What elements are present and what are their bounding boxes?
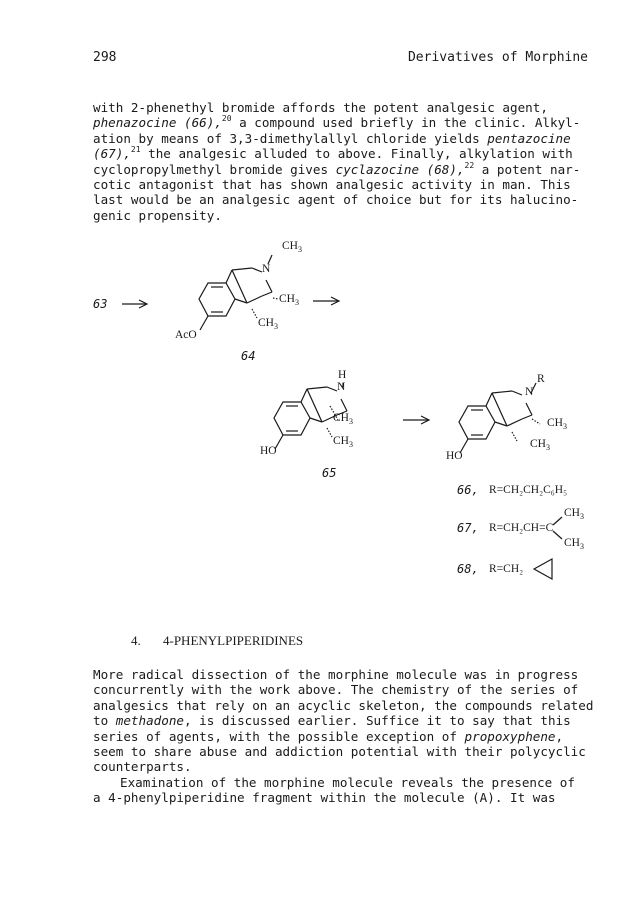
reference-mark: 22	[464, 160, 475, 170]
cyclopropyl-ring	[534, 559, 552, 579]
compound-label-66: 66,	[457, 483, 479, 497]
atom-text: CH	[333, 412, 349, 424]
text-span: the analgesic alluded to above. Finally, alkylation with	[140, 146, 573, 162]
text-span: ation by means of 3,3-dimethylallyl chloride yields	[93, 130, 488, 146]
reaction-arrow-2	[313, 297, 339, 305]
text-line: seem to share abuse and addiction potential with their polycyclic	[93, 744, 586, 760]
text-span: series of agents, with the possible exception of	[93, 728, 465, 744]
methyl-label	[282, 240, 302, 254]
text-span: to	[93, 713, 116, 729]
text-span: a potent nar-	[474, 161, 581, 177]
methyl-label	[258, 317, 278, 331]
methyl-label	[279, 293, 299, 307]
methyl-label	[564, 507, 584, 521]
nitrogen-label: N	[262, 263, 271, 275]
methyl-label	[530, 438, 550, 452]
reference-mark: 20	[221, 114, 232, 124]
section-title: 4-PHENYLPIPERIDINES	[163, 633, 304, 648]
atom-subscript: 3	[273, 322, 278, 331]
text-span: ,	[555, 728, 564, 744]
drug-name: phenazocine (66),	[93, 115, 222, 131]
drug-name: cyclazocine (68),	[335, 161, 465, 177]
atom-subscript: 3	[579, 512, 584, 521]
r-group-label: R	[537, 373, 545, 385]
drug-name: propoxyphene	[464, 728, 556, 744]
compound-label-65: 65	[322, 466, 337, 480]
reaction-arrow-3	[403, 416, 429, 424]
drug-name: pentazocine	[487, 130, 571, 146]
text-span: , is discussed earlier. Suffice it to say that this	[184, 713, 571, 729]
section-number: 4.	[131, 633, 141, 648]
text-line: a 4-phenylpiperidine fragment within the molecule (A). It was	[93, 790, 556, 806]
paragraph-2	[93, 667, 613, 806]
atom-subscript: 3	[294, 298, 299, 307]
compound-label-67: 67,	[457, 521, 479, 535]
nitrogen-label: N	[337, 381, 346, 393]
atom-subscript: 3	[579, 542, 584, 551]
text-line: concurrently with the work above. The chemistry of the series of	[93, 682, 579, 698]
methyl-label	[547, 417, 567, 431]
text-line: counterparts.	[93, 759, 192, 775]
isopropylidene-bonds	[553, 517, 562, 539]
text-span: cyclopropylmethyl bromide gives	[93, 161, 336, 177]
atom-subscript: 3	[562, 422, 567, 431]
methyl-label	[564, 537, 584, 551]
methyl-label	[333, 435, 353, 449]
running-title: Derivatives of Morphine	[407, 50, 588, 65]
text-line: with 2-phenethyl bromide affords the potent analgesic agent,	[93, 100, 548, 115]
atom-subscript: 3	[297, 245, 302, 254]
atom-text: CH	[333, 435, 349, 447]
reaction-arrow-1	[122, 300, 147, 308]
atom-text: CH	[564, 537, 580, 549]
text-line: genic propensity.	[93, 207, 222, 223]
atom-text: CH	[282, 240, 298, 252]
reference-mark: 21	[130, 145, 141, 155]
atom-subscript: 3	[348, 440, 353, 449]
atom-text: CH	[258, 317, 274, 329]
r-formula-67: R=CH₂CH=C	[489, 522, 554, 534]
compound-label-64: 64	[241, 349, 256, 363]
methyl-label	[333, 412, 353, 426]
acetoxy-label: AcO	[175, 329, 197, 341]
text-line: last would be an analgesic agent of choice but for its halucino-	[93, 192, 579, 208]
hydroxy-label: HO	[260, 445, 277, 457]
atom-text: CH	[530, 438, 546, 450]
hydroxy-label: HO	[446, 450, 463, 462]
text-line: Examination of the morphine molecule reveals the presence of	[120, 774, 575, 790]
text-line	[93, 729, 613, 744]
r-formula-68: R=CH₂	[489, 563, 524, 575]
text-line: More radical dissection of the morphine molecule was in progress	[93, 667, 579, 682]
r-formula-66: R=CH₂CH₂C₆H₅	[489, 484, 568, 496]
atom-subscript: 3	[545, 443, 550, 452]
atom-subscript: 3	[348, 417, 353, 426]
text-line: analgesics that rely on an acyclic skeleton, the compounds related	[93, 697, 594, 713]
compound-label-63: 63	[93, 297, 108, 311]
drug-name: methadone	[115, 713, 184, 729]
hydrogen-label: H	[338, 369, 347, 381]
nitrogen-label: N	[525, 386, 534, 398]
compound-label-68: 68,	[457, 562, 479, 576]
text-span: a compound used briefly in the clinic. Alkyl-	[231, 115, 581, 131]
atom-text: CH	[564, 507, 580, 519]
atom-text: CH	[279, 293, 295, 305]
text-line: cotic antagonist that has shown analgesic activity in man. This	[93, 177, 571, 193]
text-line	[93, 713, 613, 728]
page-number: 298	[93, 50, 117, 65]
atom-text: CH	[547, 417, 563, 429]
drug-name: (67),	[93, 146, 131, 162]
